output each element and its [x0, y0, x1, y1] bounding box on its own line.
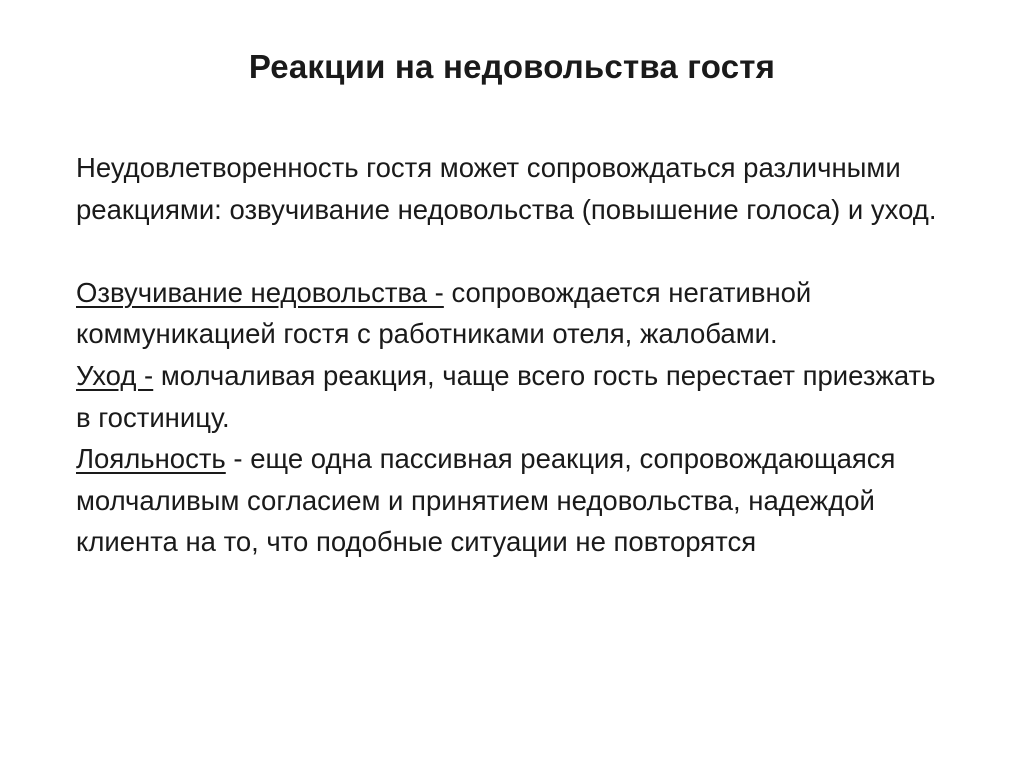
slide-body	[76, 147, 956, 563]
definition-loyalty: - еще одна пассивная реакция, сопровождающаяся молчаливым согласием и принятием недовольства, надеждой клиента на то, что подобные ситуации не повторятся	[76, 443, 896, 558]
definition-voicing-discontent: сопровождается негативной коммуникацией гостя с работниками отеля, жалобами.	[76, 276, 812, 350]
reaction-voice	[76, 272, 956, 355]
paragraph-spacer	[76, 230, 956, 272]
term-loyalty: Лояльность	[76, 443, 226, 475]
reaction-exit	[76, 355, 956, 438]
reaction-loyalty	[76, 438, 956, 563]
intro-paragraph: Неудовлетворенность гостя может сопровождаться различными реакциями: озвучивание недовольства (повышение голоса) и уход.	[76, 152, 937, 225]
definition-exit: молчаливая реакция, чаще всего гость перестает приезжать в гостиницу.	[76, 359, 936, 433]
slide-title: Реакции на недовольства гостя	[248, 48, 776, 85]
term-exit: Уход -	[76, 359, 154, 391]
term-voicing-discontent: Озвучивание недовольства -	[76, 276, 444, 308]
